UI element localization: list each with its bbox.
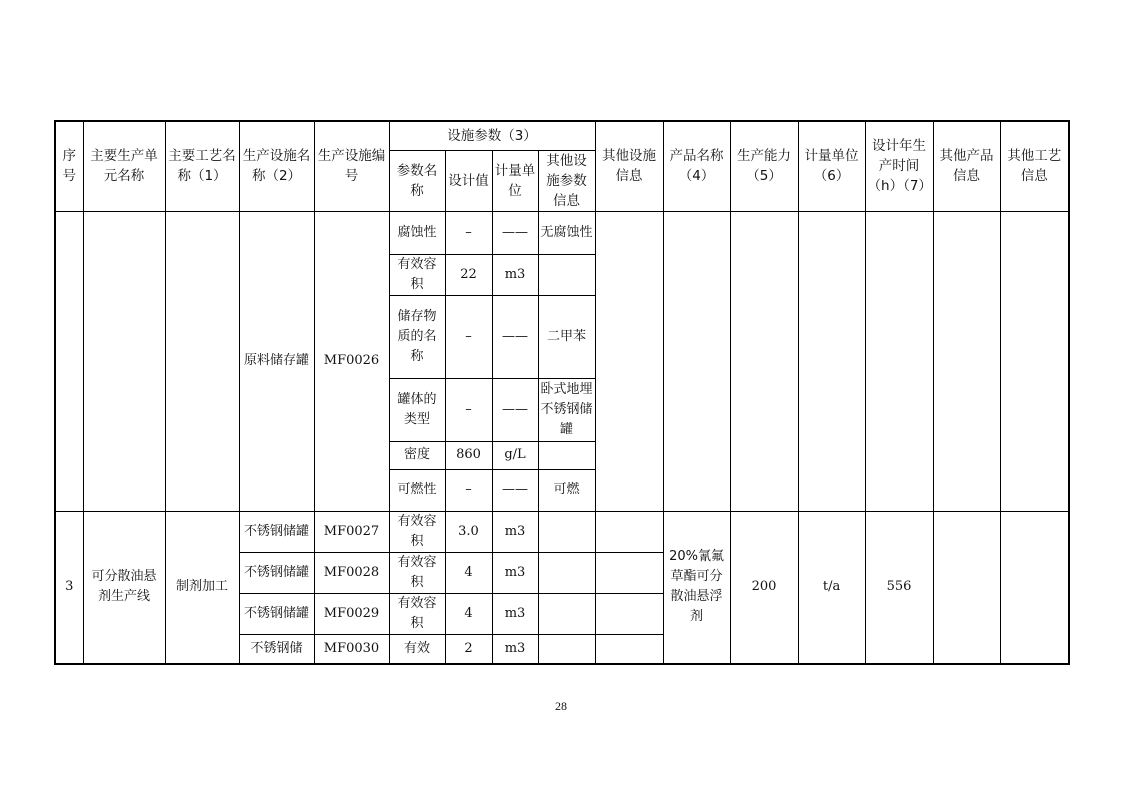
unit-measure-cell: m3	[492, 634, 538, 664]
header-other-product: 其他产品信息	[933, 121, 1000, 211]
seq-cell-empty	[55, 211, 83, 511]
design-hours-cell-empty	[865, 211, 933, 511]
header-param-name: 参数名称	[389, 150, 445, 211]
param-name-cell: 有效容积	[389, 511, 445, 552]
other-param-cell	[538, 254, 595, 295]
table-row	[55, 211, 1069, 254]
other-facility-cell	[595, 634, 663, 664]
header-facility: 生产设施名称（2）	[239, 121, 314, 211]
header-unit-measure: 计量单位	[492, 150, 538, 211]
design-value-cell: 4	[445, 552, 492, 593]
design-value-cell: –	[445, 295, 492, 378]
capacity-cell-empty	[730, 211, 798, 511]
param-name-cell: 腐蚀性	[389, 211, 445, 254]
header-product: 产品名称（4）	[663, 121, 730, 211]
design-value-cell: –	[445, 469, 492, 511]
facility-no-cell: MF0026	[314, 211, 389, 511]
header-params-group: 设施参数（3）	[389, 121, 595, 150]
process-cell-empty	[165, 211, 239, 511]
other-facility-cell	[595, 593, 663, 634]
other-process-cell	[1000, 211, 1069, 511]
param-name-cell: 密度	[389, 441, 445, 469]
param-name-cell: 可燃性	[389, 469, 445, 511]
header-design-hours: 设计年生产时间（h）（7）	[865, 121, 933, 211]
other-param-cell: 无腐蚀性	[538, 211, 595, 254]
facility-cell: 不锈钢储罐	[239, 593, 314, 634]
design-value-cell: –	[445, 378, 492, 441]
cap-unit-cell-empty	[798, 211, 865, 511]
unit-measure-cell: g/L	[492, 441, 538, 469]
param-name-cell: 有效容积	[389, 552, 445, 593]
unit-measure-cell: ——	[492, 469, 538, 511]
param-name-cell: 有效	[389, 634, 445, 664]
other-product-cell	[933, 211, 1000, 511]
other-param-cell: 二甲苯	[538, 295, 595, 378]
design-value-cell: 2	[445, 634, 492, 664]
facility-no-cell: MF0028	[314, 552, 389, 593]
design-value-cell: 4	[445, 593, 492, 634]
other-param-cell	[538, 552, 595, 593]
design-hours-cell: 556	[865, 511, 933, 664]
header-unit: 主要生产单元名称	[83, 121, 165, 211]
page-number: 28	[555, 699, 567, 713]
design-value-cell: –	[445, 211, 492, 254]
unit-measure-cell: ——	[492, 378, 538, 441]
capacity-cell: 200	[730, 511, 798, 664]
header-other-param: 其他设施参数信息	[538, 150, 595, 211]
facility-no-cell: MF0030	[314, 634, 389, 664]
other-param-cell: 可燃	[538, 469, 595, 511]
cap-unit-cell: t/a	[798, 511, 865, 664]
header-design-value: 设计值	[445, 150, 492, 211]
unit-measure-cell: ——	[492, 211, 538, 254]
facility-no-cell: MF0027	[314, 511, 389, 552]
table-row	[55, 511, 1069, 552]
header-other-facility: 其他设施信息	[595, 121, 663, 211]
header-seq: 序号	[55, 121, 83, 211]
header-capacity: 生产能力（5）	[730, 121, 798, 211]
design-value-cell: 22	[445, 254, 492, 295]
header-other-process: 其他工艺信息	[1000, 121, 1069, 211]
product-cell: 20%氰氟草酯可分散油悬浮剂	[663, 511, 730, 664]
other-param-cell	[538, 593, 595, 634]
header-process: 主要工艺名称（1）	[165, 121, 239, 211]
product-cell-empty	[663, 211, 730, 511]
design-value-cell: 3.0	[445, 511, 492, 552]
header-facility-no: 生产设施编号	[314, 121, 389, 211]
param-name-cell: 罐体的类型	[389, 378, 445, 441]
design-value-cell: 860	[445, 441, 492, 469]
other-param-cell	[538, 634, 595, 664]
facility-cell: 不锈钢储罐	[239, 552, 314, 593]
other-facility-cell	[595, 211, 663, 511]
unit-measure-cell: m3	[492, 593, 538, 634]
other-param-cell: 卧式地埋不锈钢储罐	[538, 378, 595, 441]
unit-measure-cell: m3	[492, 552, 538, 593]
other-param-cell	[538, 441, 595, 469]
unit-measure-cell: m3	[492, 511, 538, 552]
param-name-cell: 有效容积	[389, 254, 445, 295]
param-name-cell: 有效容积	[389, 593, 445, 634]
facility-no-cell: MF0029	[314, 593, 389, 634]
unit-cell-empty	[83, 211, 165, 511]
unit-measure-cell: ——	[492, 295, 538, 378]
header-cap-unit: 计量单位（6）	[798, 121, 865, 211]
facility-cell: 不锈钢储罐	[239, 511, 314, 552]
other-param-cell	[538, 511, 595, 552]
unit-measure-cell: m3	[492, 254, 538, 295]
other-facility-cell	[595, 552, 663, 593]
seq-cell: 3	[55, 511, 83, 664]
facility-cell: 不锈钢储	[239, 634, 314, 664]
other-process-cell	[1000, 511, 1069, 664]
facility-cell: 原料储存罐	[239, 211, 314, 511]
header-row	[55, 121, 1069, 150]
other-facility-cell	[595, 511, 663, 552]
unit-cell: 可分散油悬剂生产线	[83, 511, 165, 664]
facility-table	[54, 120, 1070, 665]
param-name-cell: 储存物质的名称	[389, 295, 445, 378]
other-product-cell	[933, 511, 1000, 664]
process-cell: 制剂加工	[165, 511, 239, 664]
